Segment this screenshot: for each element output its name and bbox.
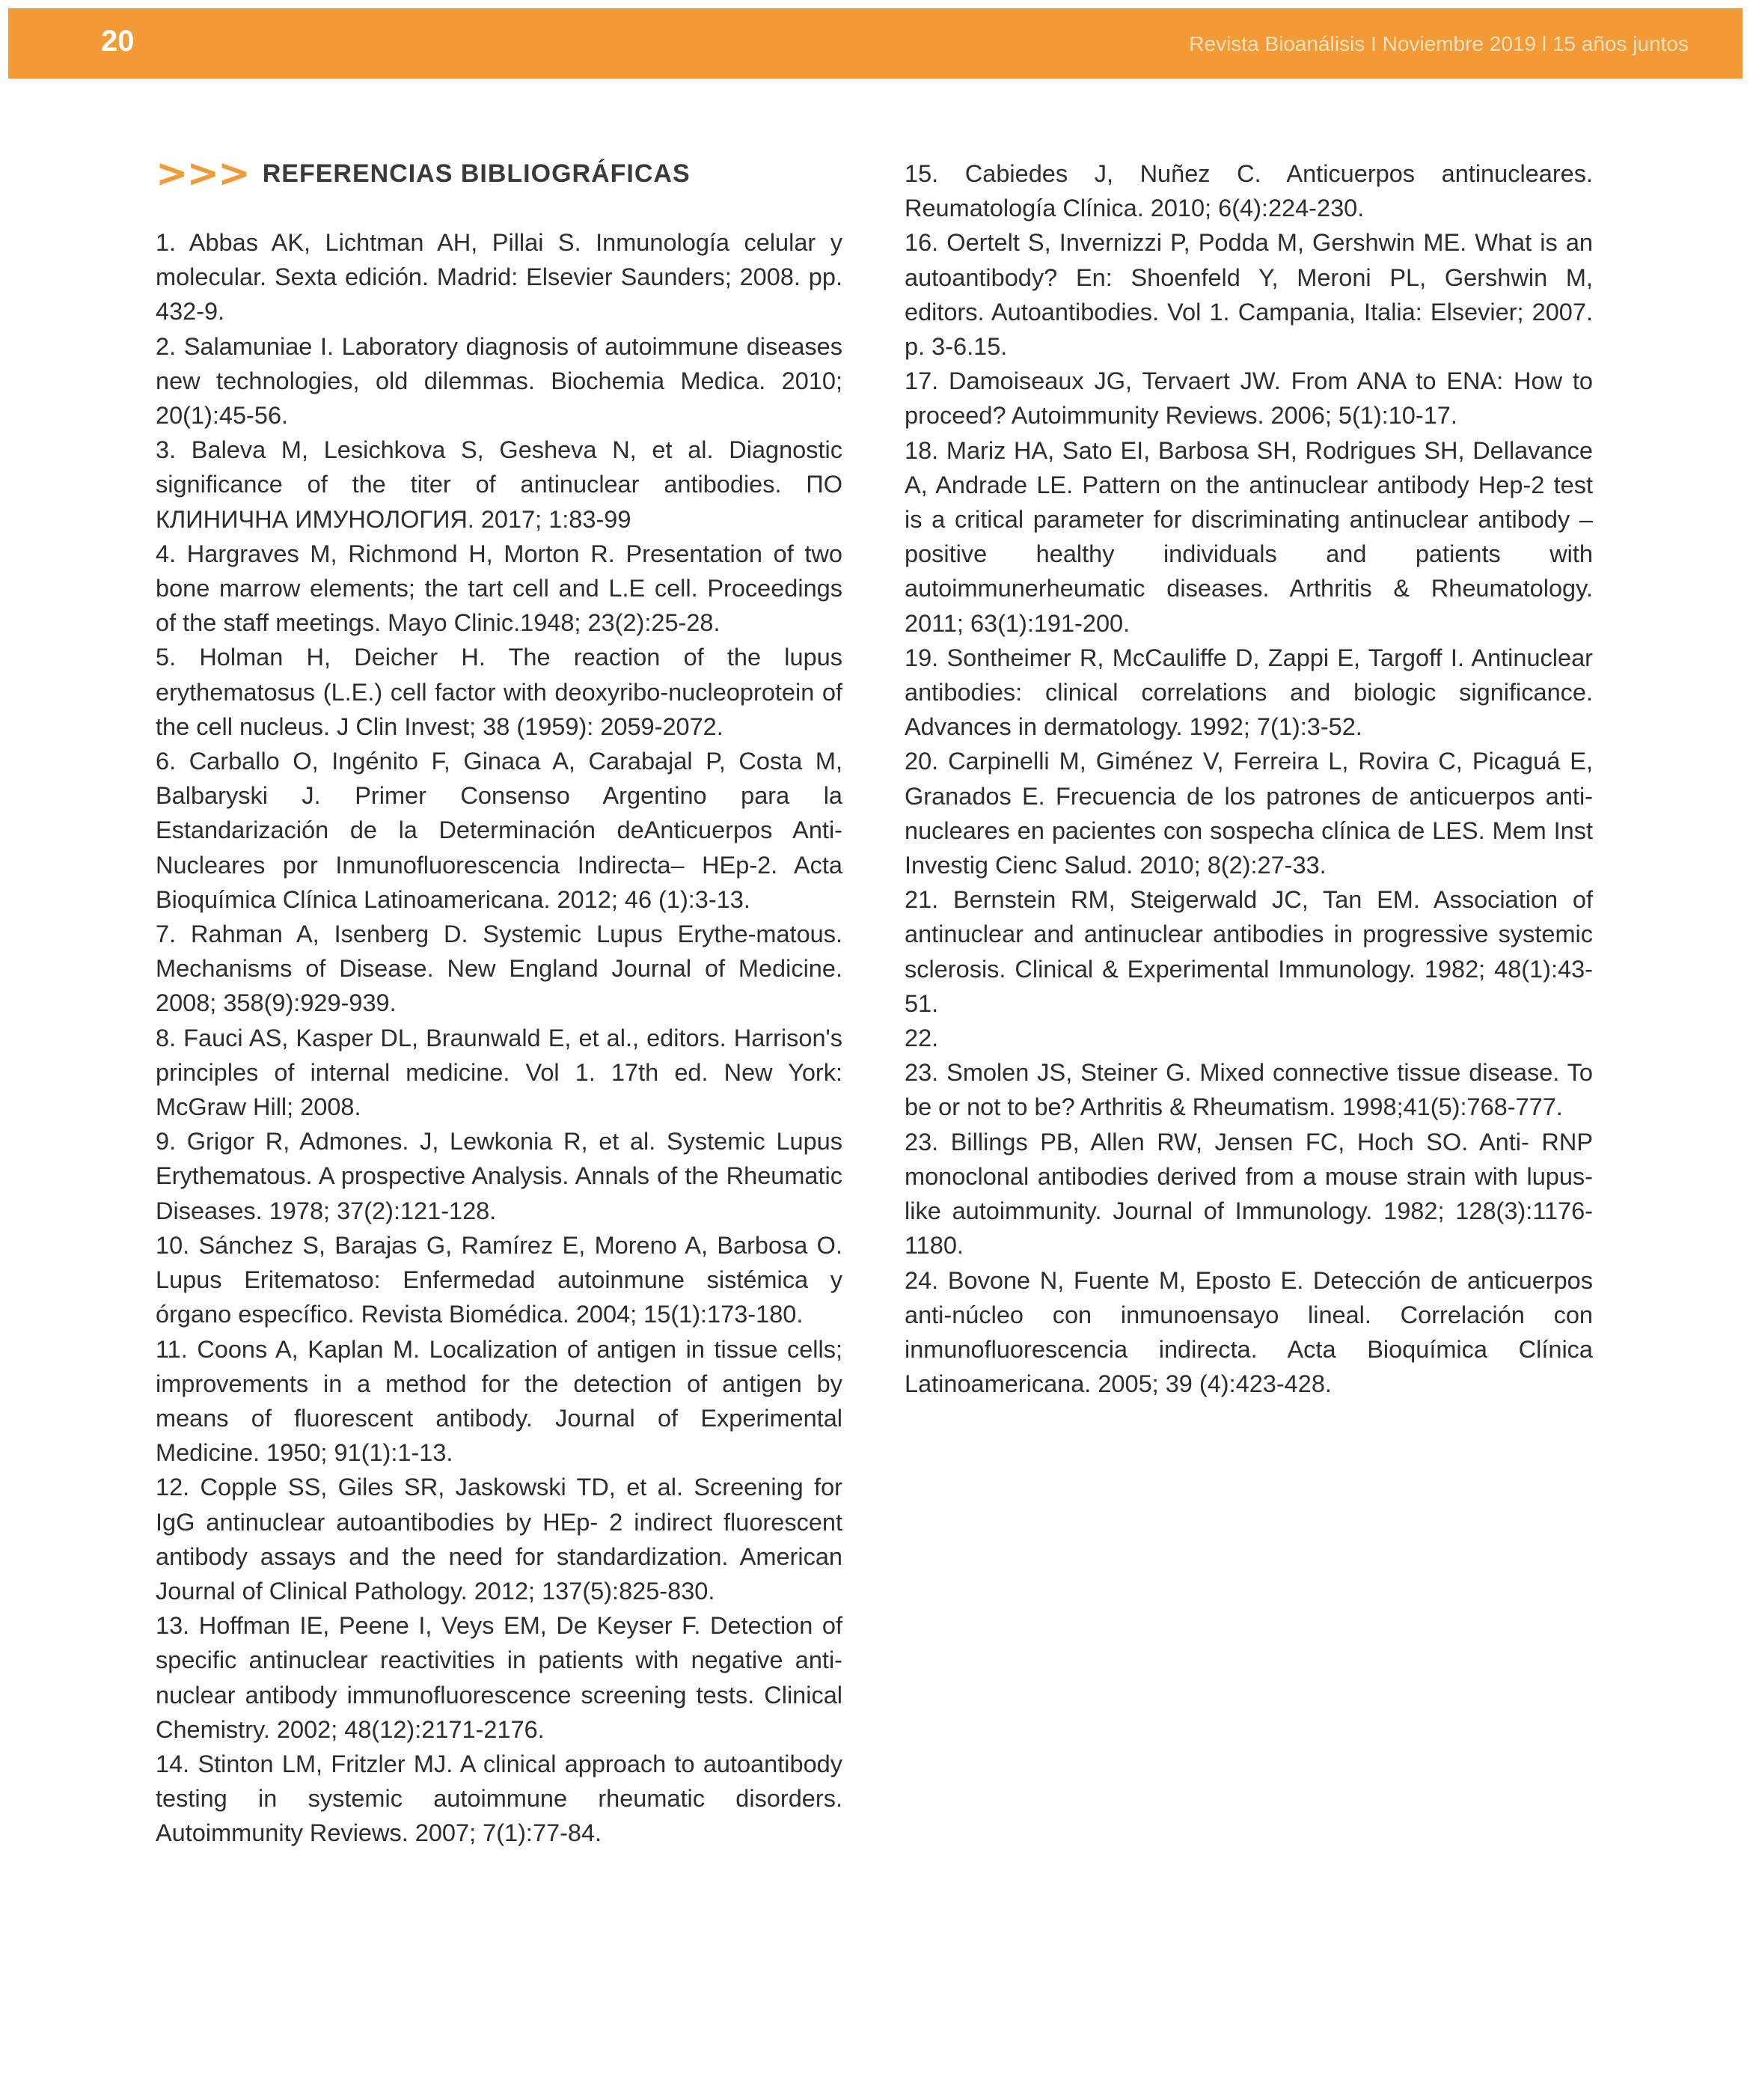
header-bar <box>8 8 1743 79</box>
reference-item: 21. Bernstein RM, Steigerwald JC, Tan EM. Association of antinuclear and antinuclear antibodies in progressive systemic sclerosis. Clinical & Experimental Immunology. 1982; 48(1):43-51. <box>905 886 1593 1017</box>
reference-item: 23. Smolen JS, Steiner G. Mixed connective tissue disease. To be or not to be? Arthritis & Rheumatism. 1998;41(5):768-777. <box>905 1059 1593 1121</box>
reference-item: 16. Oertelt S, Invernizzi P, Podda M, Gershwin ME. What is an autoantibody? En: Shoenfeld Y, Meroni PL, Gershwin M, editors. Autoantibodies. Vol 1. Campania, Italia: Elsevier; 2007. p. 3-6.15. <box>905 229 1593 361</box>
reference-item: 6. Carballo O, Ingénito F, Ginaca A, Carabajal P, Costa M, Balbaryski J. Primer Consenso Argentino para la Estandarización de la Determinación deAnticuerpos Anti-Nucleares por Inmunofluorescencia Indirecta– HEp-2. Acta Bioquímica Clínica Latinoamericana. 2012; 46 (1):3-13. <box>156 748 842 913</box>
reference-item: 19. Sontheimer R, McCauliffe D, Zappi E, Targoff I. Antinuclear antibodies: clinical correlations and biologic significance. Advances in dermatology. 1992; 7(1):3-52. <box>905 644 1593 741</box>
reference-item: 2. Salamuniae I. Laboratory diagnosis of autoimmune diseases new technologies, old dilemmas. Biochemia Medica. 2010; 20(1):45-56. <box>156 332 842 430</box>
running-head: Revista Bioanálisis I Noviembre 2019 l 15 años juntos <box>1189 32 1689 55</box>
reference-item: 12. Copple SS, Giles SR, Jaskowski TD, et al. Screening for IgG antinuclear autoantibodies by HEp- 2 indirect fluorescent antibody assays and the need for standardization. American Journal of Clinical Pathology. 2012; 137(5):825-830. <box>156 1474 842 1605</box>
reference-item: 17. Damoiseaux JG, Tervaert JW. From ANA to ENA: How to proceed? Autoimmunity Reviews. 2006; 5(1):10-17. <box>905 367 1593 430</box>
reference-item: 11. Coons A, Kaplan M. Localization of antigen in tissue cells; improvements in a method for the detection of antigen by means of fluorescent antibody. Journal of Experimental Medicine. 1950; 91(1):1-13. <box>156 1335 842 1467</box>
section-heading <box>156 151 691 196</box>
reference-item: 23. Billings PB, Allen RW, Jensen FC, Hoch SO. Anti- RNP monoclonal antibodies derived from a mouse strain with lupus-like autoimmunity. Journal of Immunology. 1982; 128(3):1176-1180. <box>905 1128 1593 1260</box>
reference-item: 8. Fauci AS, Kasper DL, Braunwald E, et al., editors. Harrison's principles of internal medicine. Vol 1. 17th ed. New York: McGraw Hill; 2008. <box>156 1024 842 1121</box>
reference-item: 15. Cabiedes J, Nuñez C. Anticuerpos antinucleares. Reumatología Clínica. 2010; 6(4):224-230. <box>905 160 1593 222</box>
reference-item: 14. Stinton LM, Fritzler MJ. A clinical approach to autoantibody testing in systemic autoimmune rheumatic disorders. Autoimmunity Reviews. 2007; 7(1):77-84. <box>156 1750 842 1847</box>
reference-item: 9. Grigor R, Admones. J, Lewkonia R, et al. Systemic Lupus Erythematous. A prospective Analysis. Annals of the Rheumatic Diseases. 1978; 37(2):121-128. <box>156 1128 842 1224</box>
reference-item: 18. Mariz HA, Sato EI, Barbosa SH, Rodrigues SH, Dellavance A, Andrade LE. Pattern on the antinuclear antibody Hep-2 test is a critical parameter for discriminating antinuclear antibody –positive healthy individuals and patients with autoimmunerheumatic diseases. Arthritis & Rheumatology. 2011; 63(1):191-200. <box>905 436 1593 637</box>
reference-item: 24. Bovone N, Fuente M, Eposto E. Detección de anticuerpos anti-núcleo con inmunoensayo lineal. Correlación con inmunofluorescencia indirecta. Acta Bioquímica Clínica Latinoamericana. 2005; 39 (4):423-428. <box>905 1266 1593 1398</box>
section-title: REFERENCIAS BIBLIOGRÁFICAS <box>262 159 691 188</box>
chevrons-icon: >>> <box>156 151 249 196</box>
reference-item: 3. Baleva M, Lesichkova S, Gesheva N, et al. Diagnostic significance of the titer of antinuclear antibodies. ПО КЛИНИЧНА ИМУНОЛОГИЯ. 2017; 1:83-99 <box>156 436 842 533</box>
reference-item: 7. Rahman A, Isenberg D. Systemic Lupus Erythe-matous. Mechanisms of Disease. New England Journal of Medicine. 2008; 358(9):929-939. <box>156 921 842 1017</box>
reference-item: 1. Abbas AK, Lichtman AH, Pillai S. Inmunología celular y molecular. Sexta edición. Madrid: Elsevier Saunders; 2008. pp. 432-9. <box>156 229 842 326</box>
page-number: 20 <box>101 25 135 58</box>
reference-item: 5. Holman H, Deicher H. The reaction of the lupus erythematosus (L.E.) cell factor with deoxyribo-nucleoprotein of the cell nucleus. J Clin Invest; 38 (1959): 2059-2072. <box>156 644 842 740</box>
references-right-column <box>905 156 1593 1401</box>
reference-item: 13. Hoffman IE, Peene I, Veys EM, De Keyser F. Detection of specific antinuclear reactivities in patients with negative anti-nuclear antibody immunofluorescence screening tests. Clinical Chemistry. 2002; 48(12):2171-2176. <box>156 1612 842 1743</box>
reference-item: 20. Carpinelli M, Giménez V, Ferreira L, Rovira C, Picaguá E, Granados E. Frecuencia de los patrones de anticuerpos anti-nucleares en pacientes con sospecha clínica de LES. Mem Inst Investig Cienc Salud. 2010; 8(2):27-33. <box>905 748 1593 879</box>
references-left-column <box>156 225 842 1851</box>
reference-item: 22. <box>905 1025 939 1052</box>
reference-item: 10. Sánchez S, Barajas G, Ramírez E, Moreno A, Barbosa O. Lupus Eritematoso: Enfermedad autoinmune sistémica y órgano específico. Revista Biomédica. 2004; 15(1):173-180. <box>156 1231 842 1328</box>
reference-item: 4. Hargraves M, Richmond H, Morton R. Presentation of two bone marrow elements; the tart cell and L.E cell. Proceedings of the staff meetings. Mayo Clinic.1948; 23(2):25-28. <box>156 540 842 637</box>
